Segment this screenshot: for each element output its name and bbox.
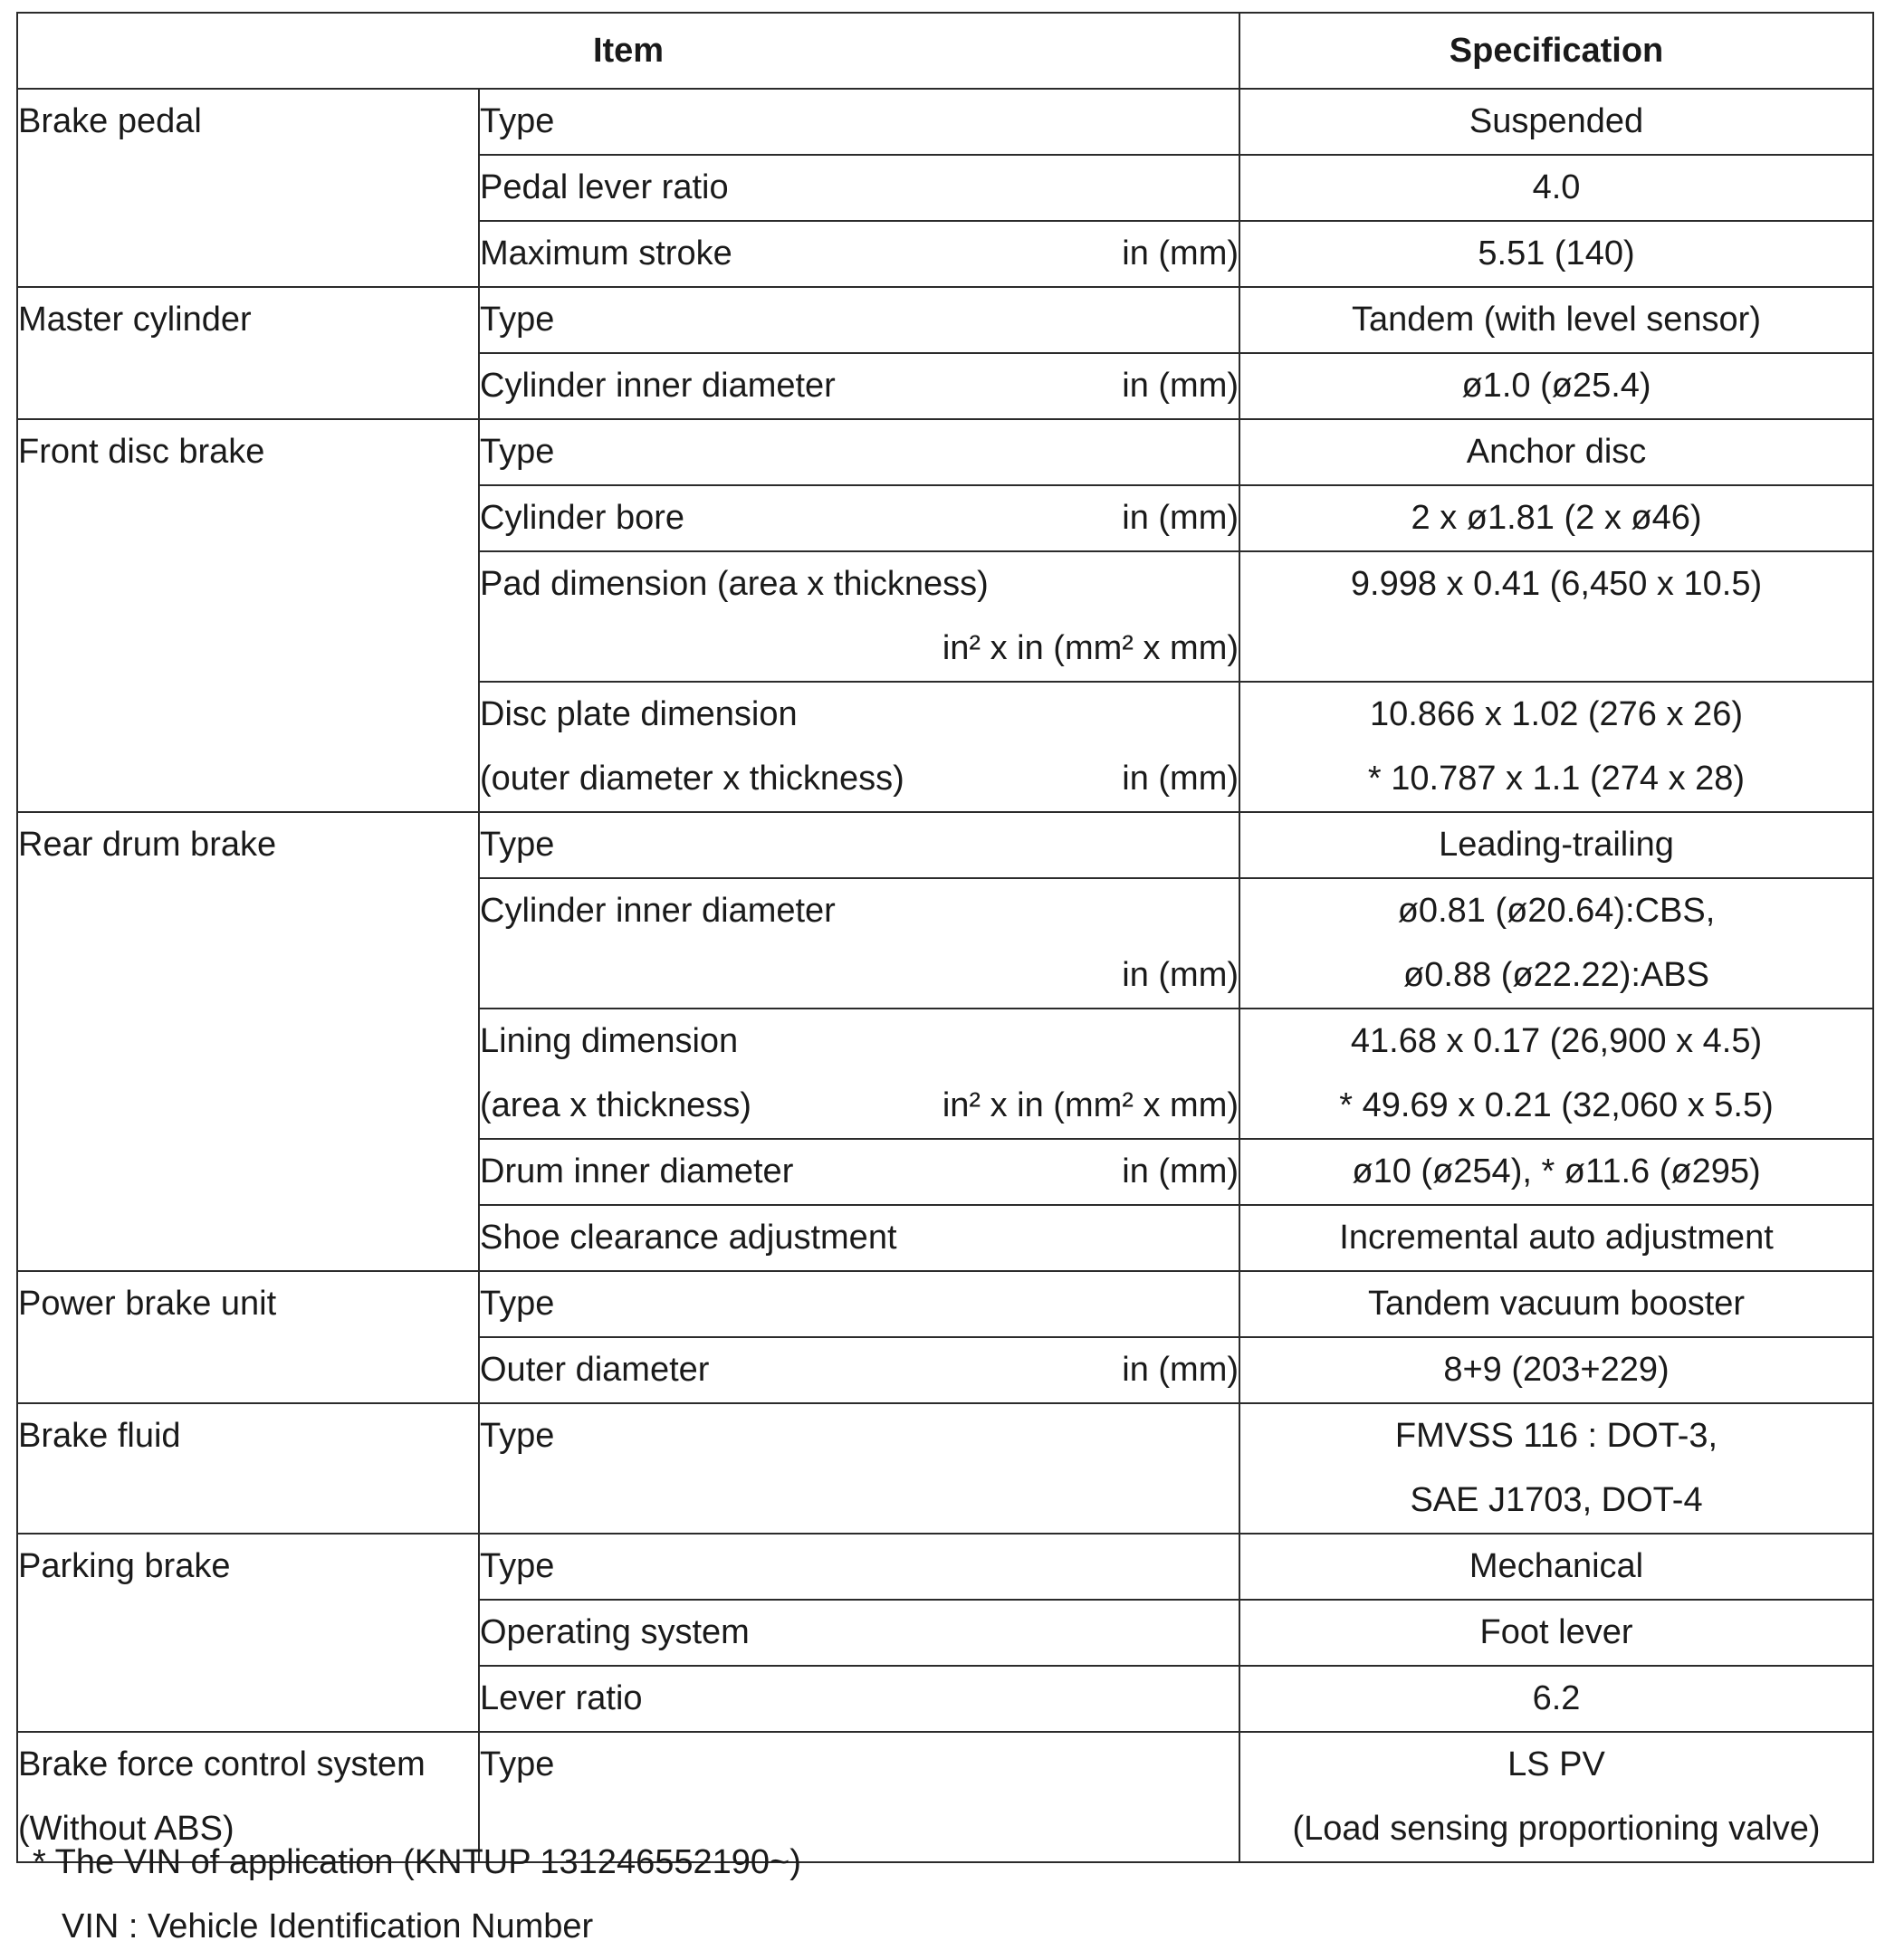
table-row bbox=[17, 1403, 1873, 1534]
item-line bbox=[480, 813, 1239, 877]
item-line bbox=[480, 486, 1239, 550]
spec-value: 9.998 x 0.41 (6,450 x 10.5) bbox=[1350, 565, 1763, 603]
item-line bbox=[480, 156, 1239, 220]
spec-value: 10.866 x 1.02 (276 x 26) bbox=[1370, 695, 1743, 733]
spec-value: ø0.81 (ø20.64):CBS, bbox=[1397, 892, 1716, 930]
item-cell bbox=[479, 1009, 1239, 1139]
spec-value: Mechanical bbox=[1469, 1547, 1644, 1585]
spec-cell bbox=[1239, 1534, 1873, 1600]
item-line bbox=[480, 90, 1239, 154]
item-unit: in (mm) bbox=[1122, 1351, 1239, 1389]
group-name: Parking brake bbox=[18, 1547, 231, 1585]
group-cell bbox=[17, 419, 479, 812]
group-name: Master cylinder bbox=[18, 301, 252, 339]
group-name: Brake fluid bbox=[18, 1417, 181, 1455]
item-cell bbox=[479, 419, 1239, 485]
item-cell bbox=[479, 812, 1239, 878]
item-label: Type bbox=[480, 1417, 555, 1455]
spec-value: 2 x ø1.81 (2 x ø46) bbox=[1411, 499, 1702, 537]
item-cell bbox=[479, 485, 1239, 551]
item-label: Cylinder inner diameter bbox=[480, 367, 836, 405]
item-label: Lever ratio bbox=[480, 1679, 643, 1717]
item-line bbox=[480, 288, 1239, 352]
spec-value: Tandem (with level sensor) bbox=[1352, 301, 1761, 339]
group-cell bbox=[17, 812, 479, 1271]
item-label: Type bbox=[480, 301, 555, 339]
item-label: Type bbox=[480, 826, 555, 864]
spec-value: (Load sensing proportioning valve) bbox=[1292, 1810, 1821, 1848]
item-label: Shoe clearance adjustment bbox=[480, 1219, 897, 1257]
group-cell bbox=[17, 89, 479, 287]
item-cell bbox=[479, 221, 1239, 287]
header-specification: Specification bbox=[1239, 13, 1873, 89]
item-cell bbox=[479, 1205, 1239, 1271]
table-row bbox=[17, 287, 1873, 353]
footnote-vin-definition: VIN : Vehicle Identification Number bbox=[62, 1907, 594, 1946]
item-cell bbox=[479, 1666, 1239, 1732]
spec-value: LS PV bbox=[1507, 1745, 1605, 1783]
item-unit: in (mm) bbox=[1122, 760, 1239, 798]
item-line bbox=[480, 617, 1239, 681]
item-cell bbox=[479, 682, 1239, 812]
spec-cell bbox=[1239, 221, 1873, 287]
group-name: Brake force control system bbox=[18, 1745, 426, 1783]
item-label: Type bbox=[480, 433, 555, 471]
table-row bbox=[17, 1534, 1873, 1600]
table-row bbox=[17, 812, 1873, 878]
spec-cell bbox=[1239, 812, 1873, 878]
item-label: Cylinder bore bbox=[480, 499, 684, 537]
item-line bbox=[480, 1140, 1239, 1204]
header-row bbox=[17, 13, 1873, 89]
spec-value: 5.51 (140) bbox=[1478, 234, 1635, 272]
item-label: Type bbox=[480, 1745, 555, 1783]
item-unit: in (mm) bbox=[1122, 1152, 1239, 1190]
spec-value: Suspended bbox=[1469, 102, 1644, 140]
item-cell bbox=[479, 155, 1239, 221]
item-cell bbox=[479, 551, 1239, 682]
item-cell bbox=[479, 1337, 1239, 1403]
spec-value: * 49.69 x 0.21 (32,060 x 5.5) bbox=[1339, 1086, 1774, 1124]
spec-cell bbox=[1239, 485, 1873, 551]
spec-cell bbox=[1239, 1009, 1873, 1139]
item-line bbox=[480, 1009, 1239, 1074]
item-line bbox=[480, 1667, 1239, 1731]
footnotes bbox=[33, 1831, 801, 1959]
spec-cell bbox=[1239, 287, 1873, 353]
group-name: Rear drum brake bbox=[18, 826, 277, 864]
item-unit: in² x in (mm² x mm) bbox=[942, 629, 1239, 667]
item-label: Cylinder inner diameter bbox=[480, 892, 836, 930]
item-cell bbox=[479, 1271, 1239, 1337]
item-line bbox=[480, 354, 1239, 418]
spec-cell bbox=[1239, 89, 1873, 155]
spec-value: Leading-trailing bbox=[1439, 826, 1674, 864]
spec-value: SAE J1703, DOT-4 bbox=[1410, 1481, 1703, 1519]
item-line bbox=[480, 1338, 1239, 1402]
spec-value: 8+9 (203+229) bbox=[1443, 1351, 1670, 1389]
item-cell bbox=[479, 89, 1239, 155]
spec-cell bbox=[1239, 1403, 1873, 1534]
spec-cell bbox=[1239, 1666, 1873, 1732]
group-name: Brake pedal bbox=[18, 102, 202, 140]
spec-value: Incremental auto adjustment bbox=[1339, 1219, 1774, 1257]
spec-cell bbox=[1239, 353, 1873, 419]
item-unit: in (mm) bbox=[1122, 499, 1239, 537]
spec-cell bbox=[1239, 419, 1873, 485]
item-label: Lining dimension bbox=[480, 1022, 739, 1060]
group-cell bbox=[17, 287, 479, 419]
item-label: (outer diameter x thickness) bbox=[480, 760, 904, 798]
spec-value: ø10 (ø254), * ø11.6 (ø295) bbox=[1352, 1152, 1761, 1190]
item-label: Pedal lever ratio bbox=[480, 168, 729, 206]
spec-cell bbox=[1239, 1139, 1873, 1205]
item-line bbox=[480, 552, 1239, 617]
spec-cell bbox=[1239, 682, 1873, 812]
item-label: Pad dimension (area x thickness) bbox=[480, 565, 989, 603]
item-line bbox=[480, 222, 1239, 286]
item-cell bbox=[479, 878, 1239, 1009]
spec-cell bbox=[1239, 1271, 1873, 1337]
item-unit: in (mm) bbox=[1122, 367, 1239, 405]
item-line bbox=[480, 1404, 1239, 1468]
item-label: Drum inner diameter bbox=[480, 1152, 794, 1190]
spec-value: 41.68 x 0.17 (26,900 x 4.5) bbox=[1350, 1022, 1763, 1060]
spec-cell bbox=[1239, 1205, 1873, 1271]
brake-spec-table bbox=[16, 12, 1874, 1863]
group-cell bbox=[17, 1534, 479, 1732]
item-label: Outer diameter bbox=[480, 1351, 710, 1389]
item-label: Type bbox=[480, 1547, 555, 1585]
item-line bbox=[480, 1272, 1239, 1336]
item-cell bbox=[479, 1600, 1239, 1666]
item-line bbox=[480, 420, 1239, 484]
item-cell bbox=[479, 353, 1239, 419]
spec-value: Anchor disc bbox=[1466, 433, 1647, 471]
item-label: Operating system bbox=[480, 1613, 750, 1651]
spec-value: Foot lever bbox=[1479, 1613, 1633, 1651]
item-label: Disc plate dimension bbox=[480, 695, 798, 733]
item-cell bbox=[479, 1139, 1239, 1205]
item-line bbox=[480, 683, 1239, 747]
item-label: Type bbox=[480, 102, 555, 140]
item-line bbox=[480, 747, 1239, 811]
item-unit: in (mm) bbox=[1122, 956, 1239, 994]
item-cell bbox=[479, 1403, 1239, 1534]
item-unit: in² x in (mm² x mm) bbox=[942, 1086, 1239, 1124]
spec-value: * 10.787 x 1.1 (274 x 28) bbox=[1367, 760, 1746, 798]
spec-value: 6.2 bbox=[1532, 1679, 1581, 1717]
group-cell bbox=[17, 1271, 479, 1403]
footnote-vin-application: * The VIN of application (KNTUP 131246552190~) bbox=[33, 1843, 801, 1881]
table-row bbox=[17, 1271, 1873, 1337]
spec-cell bbox=[1239, 1732, 1873, 1862]
item-line bbox=[480, 1535, 1239, 1599]
group-name: Front disc brake bbox=[18, 433, 265, 471]
item-line bbox=[480, 1206, 1239, 1270]
spec-cell bbox=[1239, 155, 1873, 221]
spec-value: Tandem vacuum booster bbox=[1367, 1285, 1746, 1323]
item-label: Maximum stroke bbox=[480, 234, 732, 272]
spec-value: ø1.0 (ø25.4) bbox=[1461, 367, 1651, 405]
spec-value: ø0.88 (ø22.22):ABS bbox=[1403, 956, 1709, 994]
header-item: Item bbox=[17, 13, 1239, 89]
spec-value: FMVSS 116 : DOT-3, bbox=[1394, 1417, 1718, 1455]
item-line bbox=[480, 1074, 1239, 1138]
spec-cell bbox=[1239, 878, 1873, 1009]
spec-value: 4.0 bbox=[1532, 168, 1581, 206]
group-cell bbox=[17, 1403, 479, 1534]
table-row bbox=[17, 89, 1873, 155]
table-row bbox=[17, 419, 1873, 485]
item-line bbox=[480, 879, 1239, 943]
spec-cell bbox=[1239, 1600, 1873, 1666]
item-line bbox=[480, 1733, 1239, 1797]
item-cell bbox=[479, 1534, 1239, 1600]
group-name: Power brake unit bbox=[18, 1285, 277, 1323]
spec-cell bbox=[1239, 551, 1873, 682]
group-name: (Without ABS) bbox=[18, 1810, 234, 1848]
item-line bbox=[480, 1601, 1239, 1665]
item-label: Type bbox=[480, 1285, 555, 1323]
spec-cell bbox=[1239, 1337, 1873, 1403]
item-unit: in (mm) bbox=[1122, 234, 1239, 272]
item-line bbox=[480, 943, 1239, 1008]
item-label: (area x thickness) bbox=[480, 1086, 751, 1124]
item-cell bbox=[479, 287, 1239, 353]
